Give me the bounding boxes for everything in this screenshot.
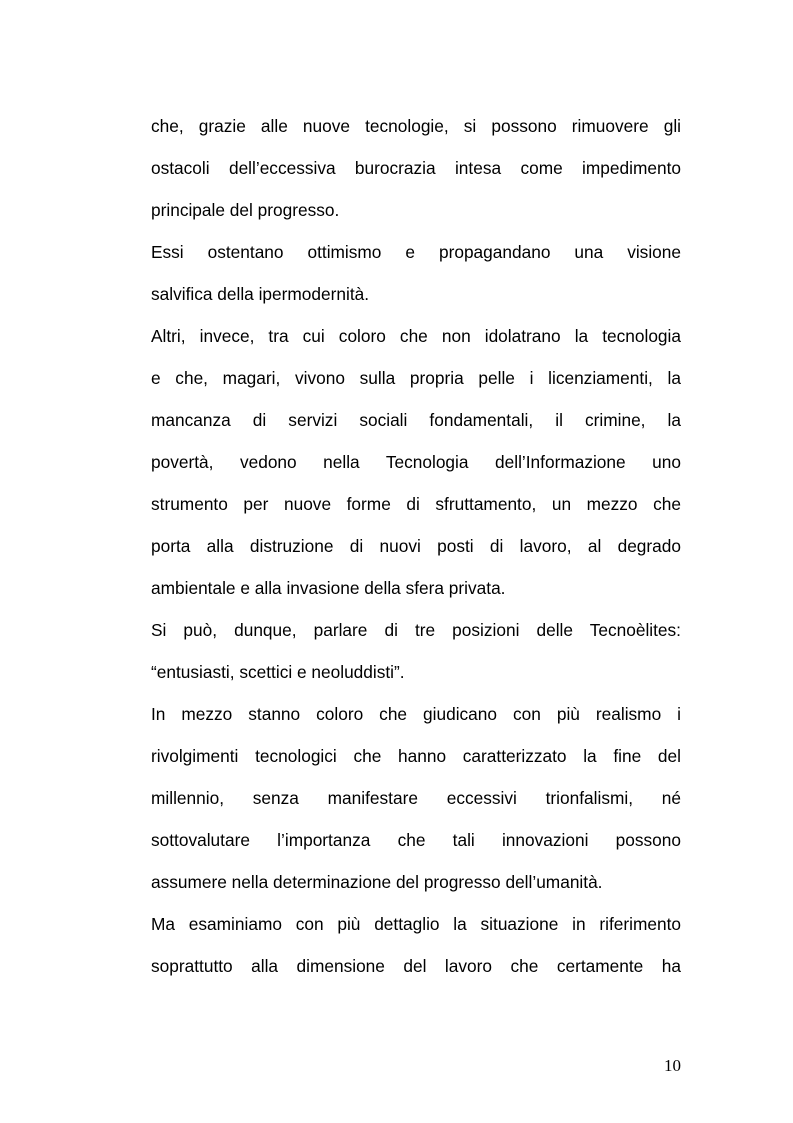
text-line: povertà, vedono nella Tecnologia dell’Informazione uno bbox=[151, 452, 681, 472]
text-line: e che, magari, vivono sulla propria pelle i licenziamenti, la bbox=[151, 368, 681, 388]
text-line: che, grazie alle nuove tecnologie, si possono rimuovere gli bbox=[151, 116, 681, 136]
text-line: Ma esaminiamo con più dettaglio la situazione in riferimento bbox=[151, 914, 681, 934]
text-line: Essi ostentano ottimismo e propagandano una visione bbox=[151, 242, 681, 262]
text-line: millennio, senza manifestare eccessivi trionfalismi, né bbox=[151, 788, 681, 808]
text-line: rivolgimenti tecnologici che hanno caratterizzato la fine del bbox=[151, 746, 681, 766]
body-text bbox=[151, 105, 681, 987]
text-line: Si può, dunque, parlare di tre posizioni delle Tecnoèlites: bbox=[151, 620, 681, 640]
text-line: mancanza di servizi sociali fondamentali, il crimine, la bbox=[151, 410, 681, 430]
text-line: Altri, invece, tra cui coloro che non idolatrano la tecnologia bbox=[151, 326, 681, 346]
text-line: “entusiasti, scettici e neoluddisti”. bbox=[151, 662, 405, 682]
text-line: In mezzo stanno coloro che giudicano con più realismo i bbox=[151, 704, 681, 724]
text-line: principale del progresso. bbox=[151, 200, 340, 220]
text-line: ostacoli dell’eccessiva burocrazia intesa come impedimento bbox=[151, 158, 681, 178]
text-line: porta alla distruzione di nuovi posti di lavoro, al degrado bbox=[151, 536, 681, 556]
text-line: ambientale e alla invasione della sfera privata. bbox=[151, 578, 506, 598]
text-line: salvifica della ipermodernità. bbox=[151, 284, 370, 304]
text-line: assumere nella determinazione del progresso dell’umanità. bbox=[151, 872, 603, 892]
page-number: 10 bbox=[664, 1056, 681, 1075]
text-line: sottovalutare l’importanza che tali innovazioni possono bbox=[151, 830, 681, 850]
text-line: strumento per nuove forme di sfruttamento, un mezzo che bbox=[151, 494, 681, 514]
text-line: soprattutto alla dimensione del lavoro che certamente ha bbox=[151, 956, 681, 976]
